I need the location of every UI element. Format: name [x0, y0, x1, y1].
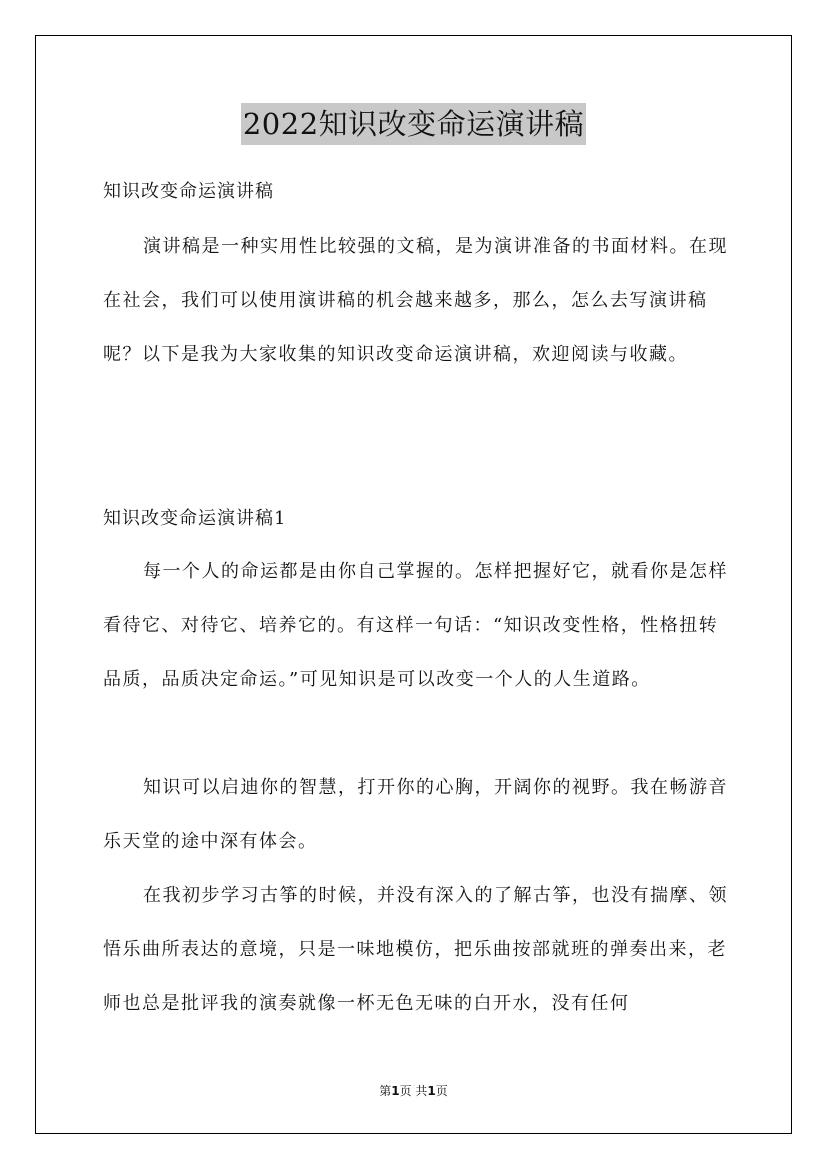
- title-container: [0, 103, 827, 145]
- page-footer: [0, 1083, 827, 1099]
- footer-prefix: 第: [379, 1084, 392, 1098]
- footer-page-number: 1: [391, 1084, 400, 1098]
- body-paragraph-3: 在我初步学习古筝的时候，并没有深入的了解古筝，也没有揣摩、领悟乐曲所表达的意境，只是一味地模仿，把乐曲按部就班的弹奏出来，老师也总是批评我的演奏就像一杯无色无味的白开水，没有任何: [103, 885, 728, 1014]
- body-paragraph-2: 知识可以启迪你的智慧，打开你的心胸，开阔你的视野。我在畅游音乐天堂的途中深有体会。: [103, 777, 728, 852]
- section-heading: 知识改变命运演讲稿1: [103, 508, 287, 529]
- footer-suffix: 页: [435, 1084, 448, 1098]
- body-paragraph-1: 每一个人的命运都是由你自己掌握的。怎样把握好它，就看你是怎样看待它、对待它、培养它的。有这样一句话：“知识改变性格，性格扭转品质，品质决定命运。”可见知识是可以改变一个人的人生道路。: [103, 561, 728, 690]
- document-title: 2022知识改变命运演讲稿: [241, 103, 586, 145]
- document-subtitle: 知识改变命运演讲稿: [103, 181, 274, 202]
- footer-page-total: 1: [427, 1084, 436, 1098]
- intro-paragraph: 演讲稿是一种实用性比较强的文稿，是为演讲准备的书面材料。在现在社会，我们可以使用演讲稿的机会越来越多，那么，怎么去写演讲稿呢？以下是我为大家收集的知识改变命运演讲稿，欢迎阅读与收藏。: [103, 236, 728, 365]
- footer-middle: 页 共: [399, 1084, 428, 1098]
